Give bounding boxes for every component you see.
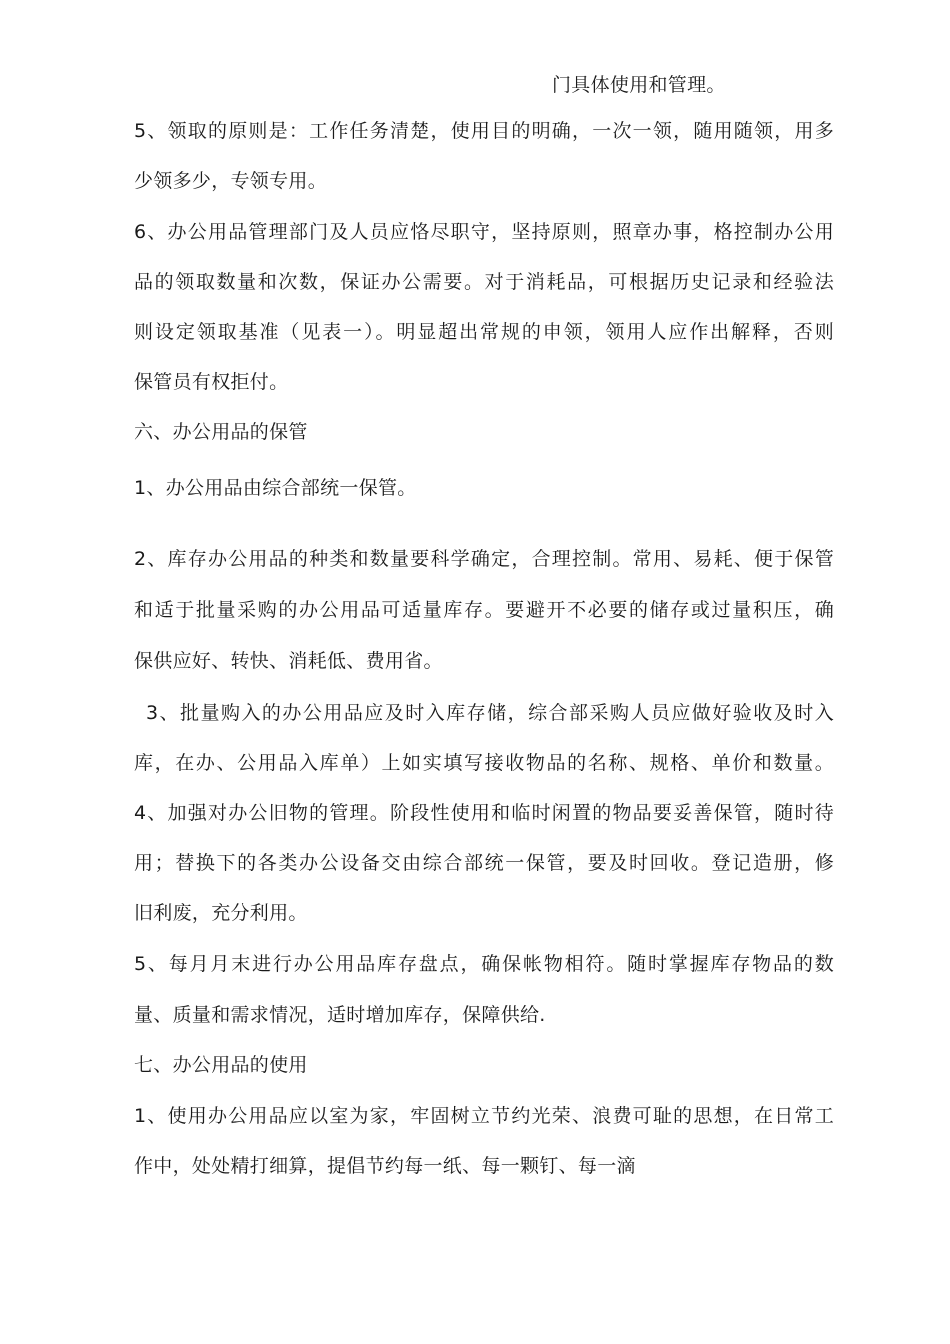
text-line-11: 和适于批量采购的办公用品可适量库存。要避开不必要的储存或过量积压，确 <box>134 599 834 621</box>
text-line-16: 用；替换下的各类办公设备交由综合部统一保管，要及时回收。登记造册，修 <box>134 852 834 874</box>
text-line-19: 量、质量和需求情况，适时增加库存，保障供给. <box>134 1004 546 1026</box>
text-line-12: 保供应好、转快、消耗低、费用省。 <box>134 650 443 672</box>
section-heading-6: 六、办公用品的保管 <box>134 421 308 443</box>
text-line-6: 则设定领取基准（见表一）。明显超出常规的申领，领用人应作出解释，否则 <box>134 321 834 343</box>
text-line-9: 1、办公用品由综合部统一保管。 <box>134 477 417 499</box>
text-line-4: 6、办公用品管理部门及人员应恪尽职守，坚持原则，照章办事，格控制办公用 <box>134 221 834 243</box>
text-line-17: 旧利废，充分利用。 <box>134 902 308 924</box>
section-heading-7: 七、办公用品的使用 <box>134 1054 308 1076</box>
text-line-5: 品的领取数量和次数，保证办公需要。对于消耗品，可根据历史记录和经验法 <box>134 271 834 293</box>
text-line-13: 3、批量购入的办公用品应及时入库存储，综合部采购人员应做好验收及时入 <box>146 702 834 724</box>
text-line-2: 5、领取的原则是：工作任务清楚，使用目的明确，一次一领，随用随领，用多 <box>134 120 834 142</box>
text-line-1: 门具体使用和管理。 <box>552 74 726 96</box>
text-line-22: 作中，处处精打细算，提倡节约每一纸、每一颗钉、每一滴 <box>134 1155 636 1177</box>
text-line-10: 2、库存办公用品的种类和数量要科学确定，合理控制。常用、易耗、便于保管 <box>134 548 834 570</box>
text-line-15: 4、加强对办公旧物的管理。阶段性使用和临时闲置的物品要妥善保管，随时待 <box>134 802 834 824</box>
text-line-21: 1、使用办公用品应以室为家，牢固树立节约光荣、浪费可耻的思想，在日常工 <box>134 1105 834 1127</box>
text-line-14: 库，在办、公用品入库单）上如实填写接收物品的名称、规格、单价和数量。 <box>134 752 834 774</box>
text-line-18: 5、每月月末进行办公用品库存盘点，确保帐物相符。随时掌握库存物品的数 <box>134 953 834 975</box>
text-line-3: 少领多少，专领专用。 <box>134 170 328 192</box>
text-line-7: 保管员有权拒付。 <box>134 371 289 393</box>
